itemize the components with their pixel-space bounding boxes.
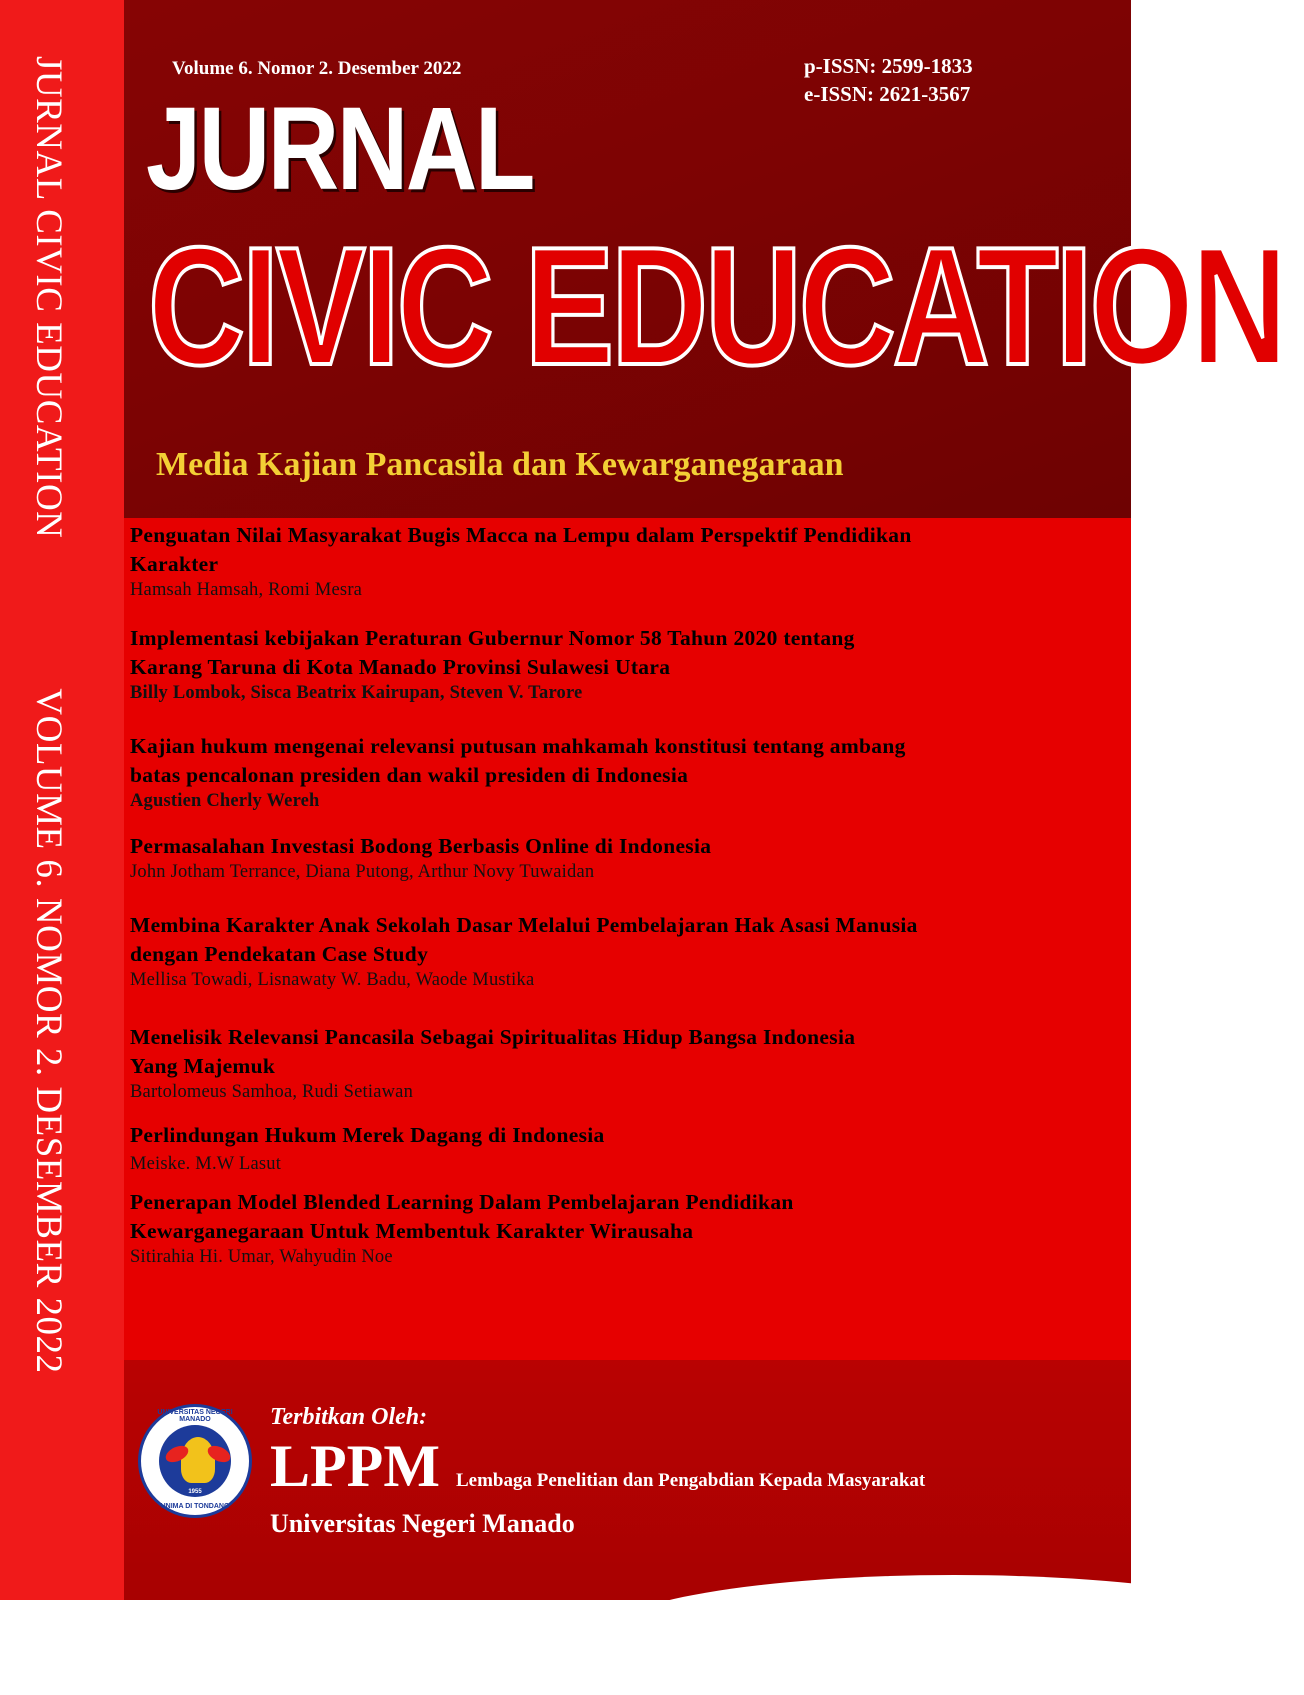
article-item — [130, 624, 1130, 704]
article-authors: Mellisa Towadi, Lisnawaty W. Badu, Waode Mustika — [130, 970, 535, 990]
lppm-name: LPPM — [270, 1433, 440, 1499]
journal-subtitle: Media Kajian Pancasila dan Kewarganegaraan — [156, 446, 844, 483]
cover — [124, 0, 1285, 1600]
article-item — [130, 1188, 1130, 1268]
article-title-line: Permasalahan Investasi Bodong Berbasis Online di Indonesia — [130, 834, 712, 858]
lembaga-name: Lembaga Penelitian dan Pengabdian Kepada Masyarakat — [456, 1470, 926, 1491]
spine — [0, 0, 124, 1600]
article-title-line: Penguatan Nilai Masyarakat Bugis Macca na Lempu dalam Perspektif Pendidikan — [130, 523, 912, 547]
spine-text — [30, 56, 67, 1374]
article-list — [124, 518, 1131, 1360]
title-civic-education: CIVIC EDUCATION — [148, 212, 1285, 400]
article-authors: Meiske. M.W Lasut — [130, 1154, 282, 1174]
seal-year: 1955 — [188, 1489, 202, 1495]
article-title-line: batas pencalonan presiden dan wakil presiden di Indonesia — [130, 763, 689, 787]
issn-block — [804, 52, 973, 108]
e-issn: e-ISSN: 2621-3567 — [804, 82, 971, 106]
university-name: Universitas Negeri Manado — [270, 1509, 575, 1538]
article-title-line: Penerapan Model Blended Learning Dalam Pembelajaran Pendidikan — [130, 1190, 794, 1214]
published-by-label: Terbitkan Oleh: — [270, 1404, 428, 1430]
article-title-line: Menelisik Relevansi Pancasila Sebagai Spiritualitas Hidup Bangsa Indonesia — [130, 1025, 856, 1049]
article-item — [130, 1023, 1130, 1103]
article-item — [130, 911, 1130, 991]
article-title-line: Yang Majemuk — [130, 1054, 276, 1078]
article-title-line: Perlindungan Hukum Merek Dagang di Indonesia — [130, 1123, 605, 1147]
publisher-footer — [124, 1360, 1131, 1600]
article-title-line: Implementasi kebijakan Peraturan Gubernur Nomor 58 Tahun 2020 tentang — [130, 626, 855, 650]
cover-header — [124, 0, 1285, 518]
article-authors: Billy Lombok, Sisca Beatrix Kairupan, Steven V. Tarore — [130, 683, 583, 703]
article-authors: Sitirahia Hi. Umar, Wahyudin Noe — [130, 1247, 393, 1267]
article-item — [130, 1121, 1130, 1175]
article-item — [130, 521, 1130, 601]
title-jurnal: JURNAL — [146, 83, 533, 215]
spine-title: JURNAL CIVIC EDUCATION — [28, 56, 69, 539]
article-authors: Hamsah Hamsah, Romi Mesra — [130, 580, 363, 600]
article-authors: Agustien Cherly Wereh — [130, 791, 320, 811]
article-authors: Bartolomeus Samhoa, Rudi Setiawan — [130, 1082, 414, 1102]
seal-flame-icon — [181, 1437, 215, 1483]
p-issn: p-ISSN: 2599-1833 — [804, 54, 973, 78]
article-title-line: Karakter — [130, 552, 219, 576]
university-seal-logo — [138, 1404, 252, 1518]
article-authors: John Jotham Terrance, Diana Putong, Arthur Novy Tuwaidan — [130, 862, 595, 882]
spine-issue: VOLUME 6. NOMOR 2. DESEMBER 2022 — [28, 688, 69, 1374]
article-title-line: Kajian hukum mengenai relevansi putusan mahkamah konstitusi tentang ambang — [130, 734, 906, 758]
article-title-line: dengan Pendekatan Case Study — [130, 942, 429, 966]
article-title-line: Kewarganegaraan Untuk Membentuk Karakter Wirausaha — [130, 1219, 694, 1243]
footer-wave — [604, 1575, 1304, 1695]
article-item — [130, 832, 1130, 883]
article-item — [130, 732, 1130, 812]
seal-bottom-text: UNIMA DI TONDANO — [160, 1503, 230, 1510]
article-title-line: Karang Taruna di Kota Manado Provinsi Sulawesi Utara — [130, 655, 671, 679]
article-title-line: Membina Karakter Anak Sekolah Dasar Melalui Pembelajaran Hak Asasi Manusia — [130, 913, 918, 937]
seal-top-text: UNIVERSITAS NEGERI MANADO — [157, 1409, 233, 1423]
volume-label: Volume 6. Nomor 2. Desember 2022 — [172, 58, 462, 79]
